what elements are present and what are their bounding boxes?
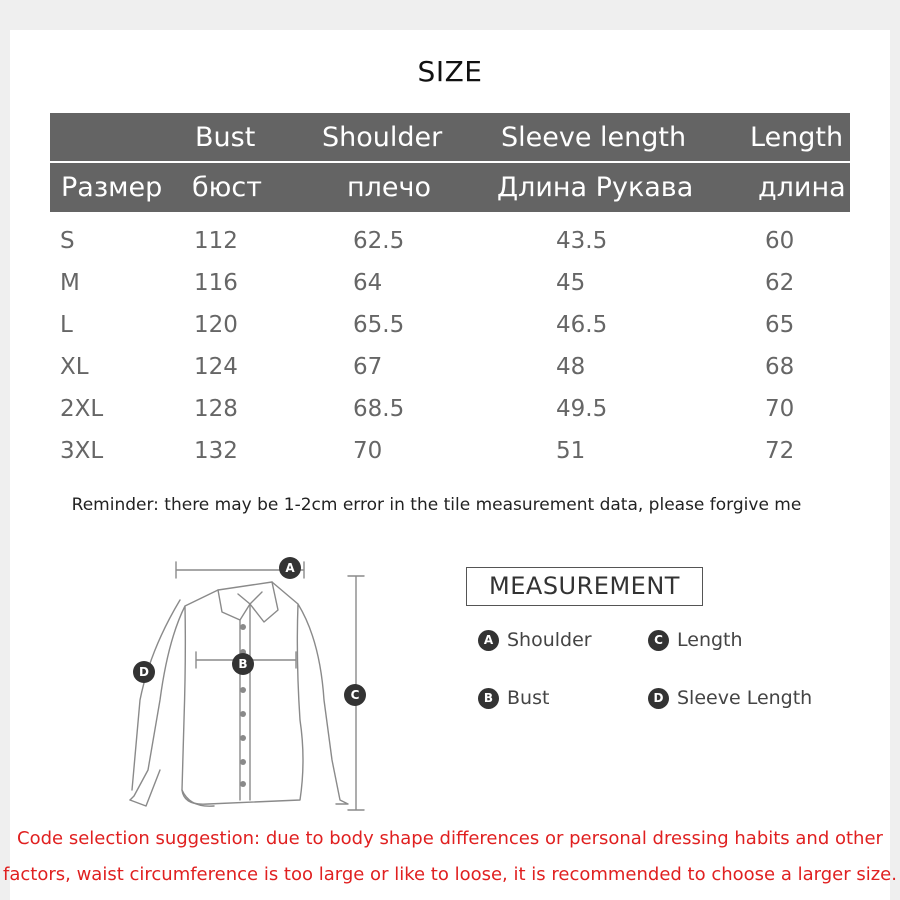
legend-d-icon: D xyxy=(648,688,669,709)
button-icon xyxy=(240,624,246,630)
legend-a-icon: A xyxy=(478,630,499,651)
marker-c-label: C xyxy=(350,688,360,702)
legend-item-bust xyxy=(478,687,549,709)
legend-c-icon: C xyxy=(648,630,669,651)
cell-sleeve: 43.5 xyxy=(556,228,608,254)
cell-length: 62 xyxy=(765,270,795,296)
measurement-reminder: Reminder: there may be 1-2cm error in the tile measurement data, please forgive me xyxy=(71,495,802,515)
page-title: SIZE xyxy=(417,55,483,88)
measurement-title: MEASUREMENT xyxy=(466,567,703,606)
header-shoulder-ru: плечо xyxy=(347,172,431,203)
button-icon xyxy=(240,711,246,717)
legend-item-sleeve-length xyxy=(648,687,812,709)
button-icon xyxy=(240,687,246,693)
cell-shoulder: 70 xyxy=(353,438,383,464)
cell-shoulder: 68.5 xyxy=(353,396,405,422)
header-length-ru: длина xyxy=(758,172,846,203)
cell-bust: 120 xyxy=(194,312,238,338)
cell-shoulder: 65.5 xyxy=(353,312,405,338)
header-sleeve-ru: Длина Рукава xyxy=(497,172,694,203)
cell-size: XL xyxy=(60,354,89,380)
header-length: Length xyxy=(750,122,844,153)
header-size-ru: Размер xyxy=(61,172,163,203)
cell-size: 2XL xyxy=(60,396,104,422)
cell-sleeve: 49.5 xyxy=(556,396,608,422)
cell-size: S xyxy=(60,228,75,254)
cell-shoulder: 67 xyxy=(353,354,383,380)
marker-d-label: D xyxy=(139,665,149,679)
cell-shoulder: 62.5 xyxy=(353,228,405,254)
button-icon xyxy=(240,735,246,741)
header-shoulder: Shoulder xyxy=(322,122,443,153)
cell-size: M xyxy=(60,270,80,296)
header-bust-ru: бюст xyxy=(192,172,262,203)
marker-b-label: B xyxy=(238,657,248,671)
legend-label: Bust xyxy=(507,687,550,709)
cell-length: 72 xyxy=(765,438,795,464)
cell-length: 68 xyxy=(765,354,795,380)
cell-size: L xyxy=(60,312,73,338)
cell-bust: 132 xyxy=(194,438,238,464)
header-bust: Bust xyxy=(195,122,256,153)
cell-length: 60 xyxy=(765,228,795,254)
button-icon xyxy=(240,759,246,765)
legend-label: Length xyxy=(677,629,743,651)
header-sleeve-length: Sleeve length xyxy=(501,122,687,153)
cell-sleeve: 48 xyxy=(556,354,586,380)
cell-bust: 128 xyxy=(194,396,238,422)
cell-shoulder: 64 xyxy=(353,270,383,296)
cell-size: 3XL xyxy=(60,438,104,464)
cell-bust: 112 xyxy=(194,228,238,254)
legend-item-length xyxy=(648,629,743,651)
cell-sleeve: 45 xyxy=(556,270,586,296)
cell-length: 70 xyxy=(765,396,795,422)
legend-label: Sleeve Length xyxy=(677,687,813,709)
cell-bust: 124 xyxy=(194,354,238,380)
cell-bust: 116 xyxy=(194,270,238,296)
button-icon xyxy=(240,781,246,787)
cell-sleeve: 46.5 xyxy=(556,312,608,338)
legend-b-icon: B xyxy=(478,688,499,709)
cell-sleeve: 51 xyxy=(556,438,586,464)
cell-length: 65 xyxy=(765,312,795,338)
size-suggestion-line-2: factors, waist circumference is too large or like to loose, it is recommended to choose a larger size. xyxy=(3,864,897,885)
size-suggestion-line-1: Code selection suggestion: due to body shape differences or personal dressing habits and other xyxy=(17,828,883,849)
legend-label: Shoulder xyxy=(507,629,592,651)
shirt-outline-icon xyxy=(130,582,348,804)
marker-a-label: A xyxy=(285,561,295,575)
legend-item-shoulder xyxy=(478,629,592,651)
